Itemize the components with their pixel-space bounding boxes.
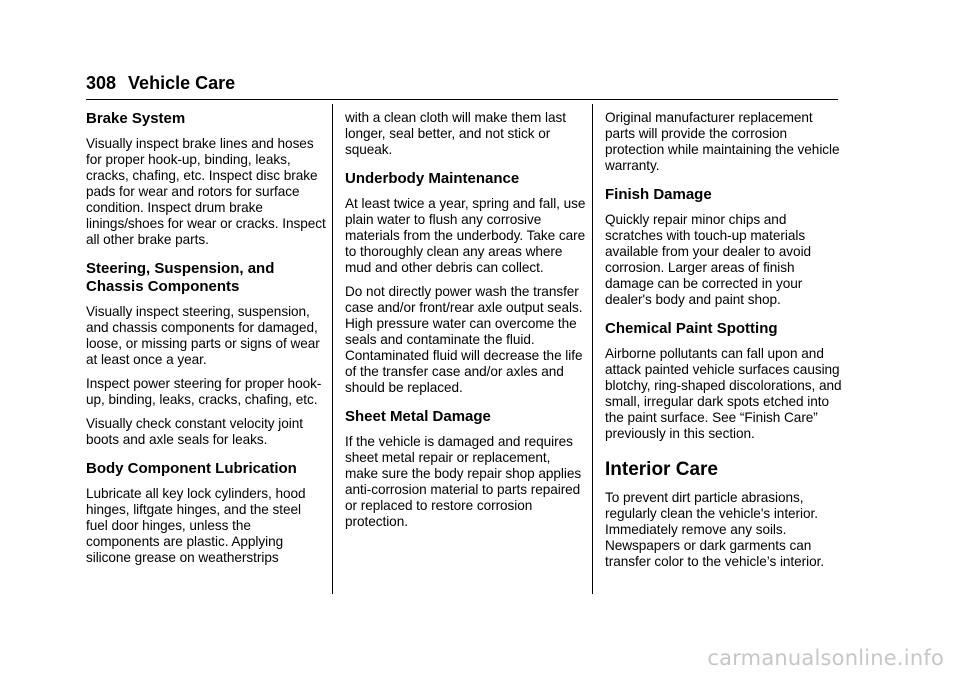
column-divider-2 <box>592 104 593 594</box>
steering-text-3: Visually check constant velocity joint boots and axle seals for leaks. <box>86 416 303 447</box>
steering-text-1: Visually inspect steering, suspension, and chassis components for damaged, loose, or missing parts or signs of wear at least once a year. <box>86 304 320 367</box>
page-header <box>86 72 235 94</box>
column-2 <box>345 110 587 538</box>
header-rule <box>86 99 838 100</box>
column-1 <box>86 110 326 574</box>
watermark: carmanualsonline.info <box>707 646 944 670</box>
finish-damage-text: Quickly repair minor chips and scratches with touch-up materials available from your dealer to avoid corrosion. Larger areas of finish damage can be corrected in your dealer's body and paint shop. <box>605 212 812 307</box>
body-lubrication-heading: Body Component Lubrication <box>86 460 297 477</box>
interior-care-heading: Interior Care <box>605 459 718 480</box>
interior-care-text: To prevent dirt particle abrasions, regularly clean the vehicle's interior. Immediately remove any soils. Newspapers or dark garments can transfer color to the vehicle’s interior. <box>605 490 825 569</box>
brake-system-heading: Brake System <box>86 110 186 127</box>
finish-damage-heading: Finish Damage <box>605 186 712 203</box>
underbody-text-2: Do not directly power wash the transfer case and/or front/rear axle output seals. High pressure water can overcome the seals and contaminate the fluid. Contaminated fluid will decrease the life of the transfer case and/or axles and should be replaced. <box>345 284 583 395</box>
body-lubrication-text: Lubricate all key lock cylinders, hood hinges, liftgate hinges, and the steel fuel door hinges, unless the components are plastic. Applying silicone grease on weatherstrips <box>86 486 306 565</box>
chemical-paint-text: Airborne pollutants can fall upon and attack painted vehicle surfaces causing blotchy, ring-shaped discolorations, and small, irregular dark spots etched into the paint surface. See “Finish Care” previously in this section. <box>605 346 842 441</box>
body-lubrication-continued: with a clean cloth will make them last longer, seal better, and not stick or squeak. <box>345 110 566 157</box>
underbody-text-1: At least twice a year, spring and fall, use plain water to flush any corrosive materials from the underbody. Take care to thoroughly clean any areas where mud and other debris can collect. <box>345 196 586 275</box>
page-number: 308 <box>86 73 117 93</box>
sheet-metal-continued: Original manufacturer replacement parts will provide the corrosion protection while maintaining the vehicle warranty. <box>605 110 840 173</box>
steering-heading: Steering, Suspension, and Chassis Components <box>86 260 275 295</box>
column-divider-1 <box>332 104 333 594</box>
brake-system-text: Visually inspect brake lines and hoses for proper hook-up, binding, leaks, cracks, chafing, etc. Inspect disc brake pads for wear and rotors for surface condition. Inspect drum brake linings/shoes for wear or cracks. Inspect all other brake parts. <box>86 136 326 247</box>
sheet-metal-heading: Sheet Metal Damage <box>345 408 491 425</box>
section-title: Vehicle Care <box>128 73 236 93</box>
underbody-heading: Underbody Maintenance <box>345 170 520 187</box>
sheet-metal-text: If the vehicle is damaged and requires sheet metal repair or replacement, make sure the body repair shop applies anti-corrosion material to parts repaired or replaced to restore corrosion protection. <box>345 434 582 529</box>
chemical-paint-heading: Chemical Paint Spotting <box>605 320 778 337</box>
column-3 <box>605 110 845 578</box>
steering-text-2: Inspect power steering for proper hook-up, binding, leaks, cracks, chafing, etc. <box>86 376 322 407</box>
